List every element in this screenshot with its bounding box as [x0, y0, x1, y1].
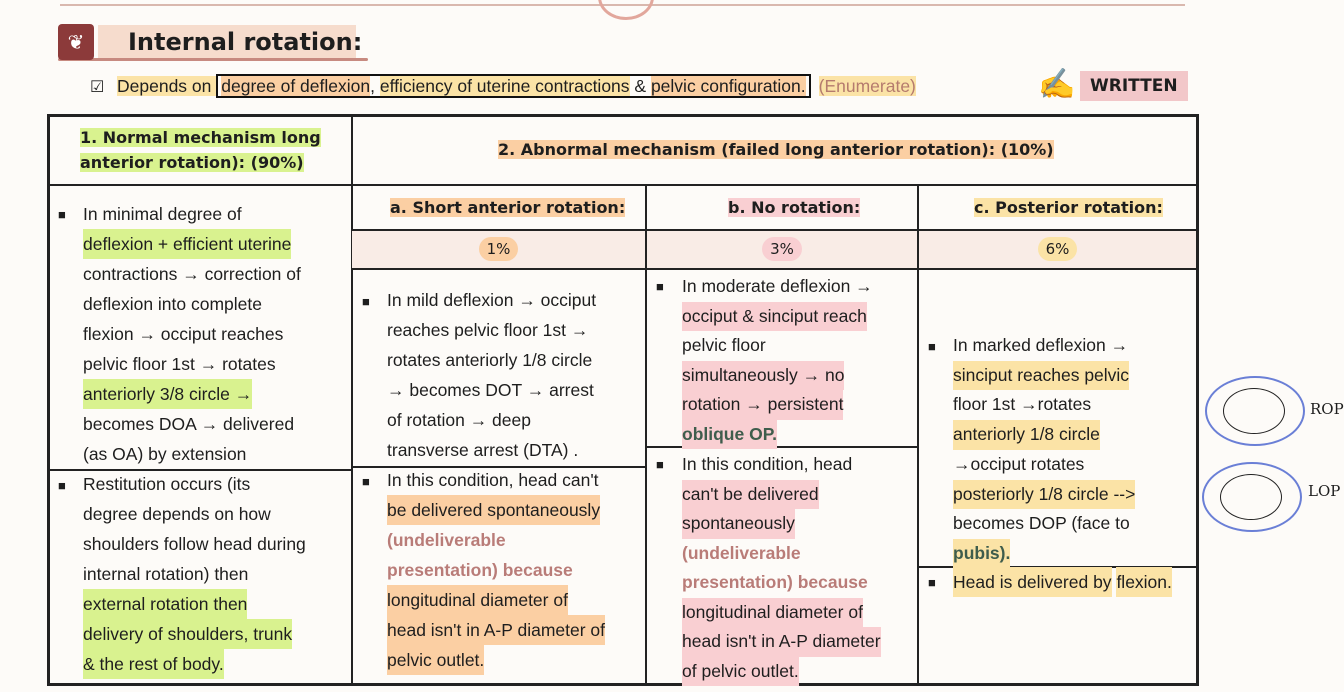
text-line: In this condition, head — [682, 454, 853, 474]
text-line: longitudinal diameter of — [387, 585, 568, 615]
depends-prefix: Depends on — [117, 76, 217, 96]
bullet: ■ — [362, 474, 370, 489]
top-decoration — [598, 0, 654, 20]
text-line: presentation) because — [682, 572, 868, 592]
text-line: head isn't in A-P diameter of — [387, 615, 605, 645]
col2-header-text: 2. Abnormal mechanism (failed long anterior rotation): (10%) — [498, 140, 1054, 159]
pct-a: 1% — [479, 237, 519, 261]
text-line: longitudinal diameter of — [682, 598, 863, 628]
text-line: internal rotation) then — [83, 564, 249, 584]
factors-box — [216, 74, 810, 98]
text-line: deflexion + efficient uterine — [83, 229, 291, 259]
sub-a-text: a. Short anterior rotation: — [390, 198, 626, 217]
bullet: ■ — [58, 207, 66, 222]
pct-c-cell — [919, 231, 1196, 268]
text-line: external rotation then — [83, 589, 247, 619]
b-para1 — [682, 272, 915, 449]
text-line: Head is delivered by — [953, 567, 1112, 597]
a-para2 — [387, 465, 643, 675]
enumerate-note: (Enumerate) — [818, 76, 916, 96]
text-line: (undeliverable — [387, 530, 506, 550]
divider-h1 — [50, 184, 1196, 186]
text-line: & the rest of body. — [83, 649, 224, 679]
text-line: spontaneously — [682, 509, 795, 539]
pelvis-outline — [1223, 388, 1285, 434]
col1-header-text: 1. Normal mechanism long anterior rotation): (90%) — [80, 128, 321, 172]
text-line: sinciput reaches pelvic — [953, 361, 1129, 391]
depends-line — [90, 73, 916, 99]
lop-label: LOP — [1308, 482, 1341, 500]
text-line: floor 1st →rotates — [953, 394, 1092, 415]
rotation-table — [47, 114, 1199, 686]
text-line: Restitution occurs (its — [83, 474, 251, 494]
bullet: ■ — [362, 294, 370, 309]
sub-b-text: b. No rotation: — [728, 198, 861, 217]
writing-icon: ✍ — [1038, 68, 1076, 101]
sub-c-header — [974, 195, 1163, 220]
bullet: ■ — [58, 478, 66, 493]
text-line: degree depends on how — [83, 504, 271, 524]
divider-v1 — [351, 117, 353, 683]
sub-a-header — [390, 195, 625, 220]
written-badge: WRITTEN — [1080, 71, 1188, 101]
bullet: ■ — [656, 279, 664, 294]
text-line: anteriorly 3/8 circle → — [83, 379, 252, 409]
checkbox-icon: ☑ — [90, 79, 105, 96]
text-line: posteriorly 1/8 circle --> — [953, 480, 1135, 510]
text-line: (as OA) by extension — [83, 444, 247, 464]
text-line: deflexion into complete — [83, 294, 262, 314]
text-line: shoulders follow head during — [83, 534, 306, 554]
rop-label: ROP — [1310, 400, 1344, 418]
amp: & — [629, 76, 651, 96]
page-title: Internal rotation: — [128, 28, 363, 56]
text-line: anteriorly 1/8 circle — [953, 420, 1100, 450]
pct-c: 6% — [1038, 237, 1078, 261]
pct-b: 3% — [762, 237, 802, 261]
text-line: flexion → occiput reaches — [83, 324, 284, 344]
text-line: pelvic floor — [682, 335, 766, 355]
pct-a-cell — [352, 231, 645, 268]
b-para2 — [682, 450, 915, 686]
col1-header — [80, 125, 340, 175]
text-line: In minimal degree of — [83, 204, 242, 224]
text-line: (undeliverable — [682, 542, 801, 563]
text-line: pelvic floor 1st → rotates — [83, 354, 276, 374]
text-line: be delivered spontaneously — [387, 495, 600, 525]
text-line: head isn't in A-P diameter — [682, 627, 881, 657]
text-line: reaches pelvic floor 1st → — [387, 320, 589, 340]
text-line: →occiput rotates — [953, 453, 1085, 474]
text-line: can't be delivered — [682, 480, 819, 510]
uterus-icon: ❦ — [58, 24, 94, 60]
text-line: becomes DOP (face to — [953, 513, 1130, 534]
sub-c-text: c. Posterior rotation: — [974, 198, 1163, 217]
text-line: In mild deflexion → occiput — [387, 290, 597, 310]
text-line: transverse arrest (DTA) . — [387, 440, 579, 460]
col1-para2 — [83, 469, 348, 679]
text-line: becomes DOA → delivered — [83, 414, 295, 434]
rop-diagram — [1205, 376, 1305, 446]
text-line: rotates anteriorly 1/8 circle — [387, 350, 593, 370]
text-line: → becomes DOT → arrest — [387, 380, 594, 400]
col1-para1 — [83, 199, 348, 469]
text-line: of pelvic outlet. — [682, 657, 799, 687]
bullet: ■ — [928, 339, 936, 354]
c-para1 — [953, 331, 1193, 569]
text-line: In marked deflexion → — [953, 335, 1129, 355]
a-para1 — [387, 285, 643, 465]
text-line: occiput & sinciput reach — [682, 302, 867, 332]
text-line: presentation) because — [387, 560, 573, 580]
bullet: ■ — [656, 457, 664, 472]
text-line: contractions → correction of — [83, 264, 301, 284]
text-line: In this condition, head can't — [387, 470, 599, 490]
pct-b-cell — [647, 231, 917, 268]
text-line: In moderate deflexion → — [682, 276, 873, 296]
factor-pelvis: pelvic configuration. — [650, 76, 806, 96]
c-para2 — [953, 567, 1193, 597]
lop-diagram — [1202, 462, 1302, 532]
divider-h3 — [352, 268, 1196, 270]
pelvis-outline — [1220, 474, 1282, 520]
sub-b-header — [728, 195, 860, 220]
text-line: oblique OP. — [682, 420, 777, 450]
text-line: pubis). — [953, 539, 1010, 569]
bullet: ■ — [928, 575, 936, 590]
col2-header — [498, 137, 1148, 162]
text-line: flexion. — [1116, 567, 1171, 597]
text-line: of rotation → deep — [387, 410, 531, 430]
factor-deflexion: degree of deflexion — [221, 76, 371, 96]
factor-contractions: efficiency of uterine contractions — [379, 76, 630, 96]
text-line: delivery of shoulders, trunk — [83, 619, 292, 649]
text-line: pelvic outlet. — [387, 645, 484, 675]
text-line: rotation → persistent — [682, 390, 843, 420]
comma: , — [370, 76, 380, 96]
text-line: simultaneously → no — [682, 361, 844, 391]
